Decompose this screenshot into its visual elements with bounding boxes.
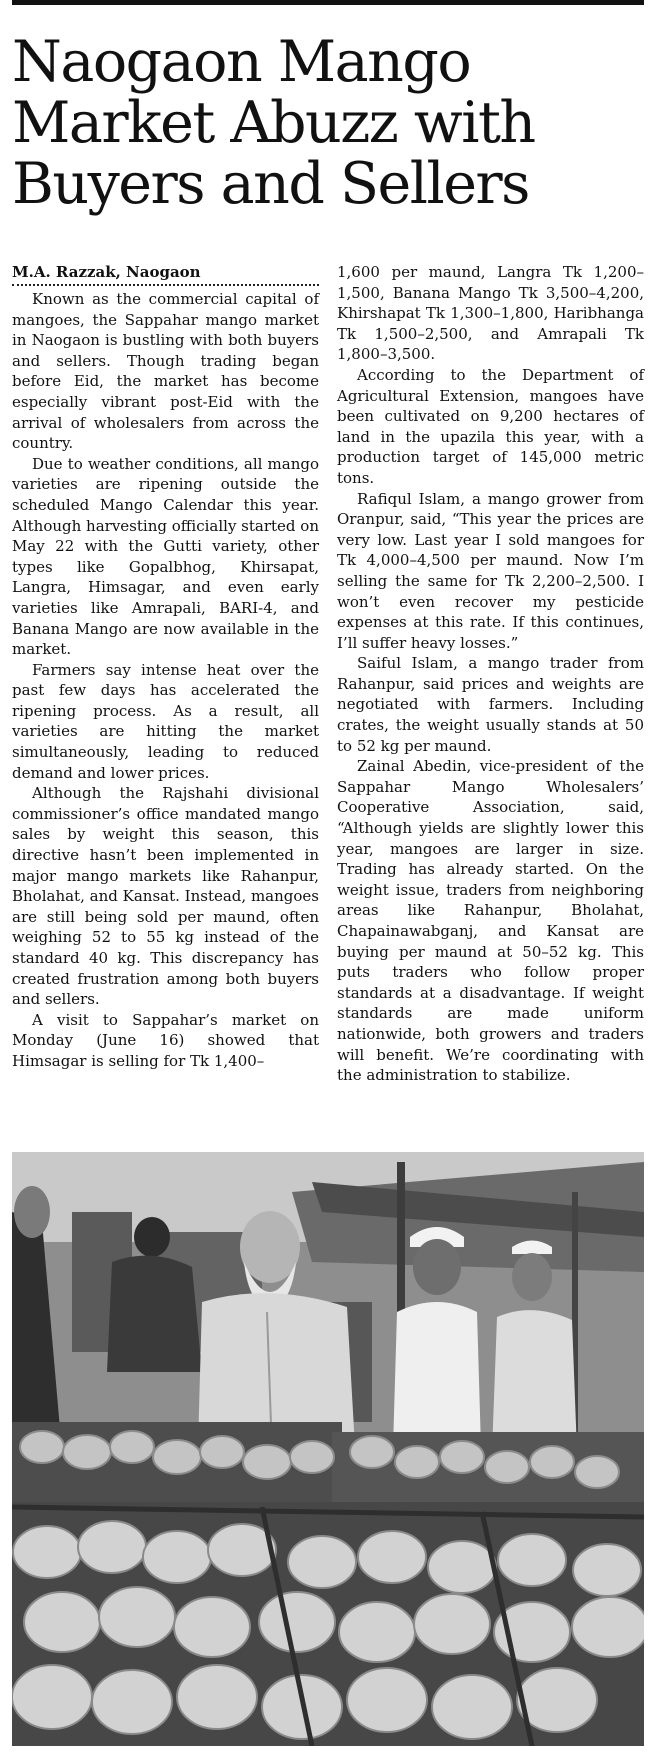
- top-rule: [12, 0, 644, 5]
- paragraph: Farmers say intense heat over the past few days has accelerated the ripening process. As a result, all varieties are hitting the market simultaneously, leading to reduced demand and lower prices.: [12, 660, 319, 782]
- paragraph: Known as the commercial capital of mangoes, the Sappahar mango market in Naogaon is bustling with both buyers and sellers. Though trading began before Eid, the market has become especially vibrant post-Eid with the arrival of wholesalers from across the country.: [12, 290, 319, 453]
- paragraph: Due to weather conditions, all mango varieties are ripening outside the scheduled Mango Calendar this year. Although harvesting officially started on May 22 with the Gutti variety, other types like Gopalbhog, Khirsapat, Langra, Himsagar, and even early varieties like Amrapali, BARI-4, and Banana Mango are now available in the market.: [12, 454, 319, 659]
- paragraph: A visit to Sappahar’s market on Monday (June 16) showed that Himsagar is selling for Tk 1,400–: [12, 1010, 319, 1070]
- byline: M.A. Razzak, Naogaon: [12, 262, 319, 286]
- paragraph: Zainal Abedin, vice-president of the Sappahar Mango Wholesalers’ Cooperative Association, said, “Although yields are slightly lower this year, mangoes are larger in size. Trading has already started. On the weight issue, traders from neighboring areas like Rahanpur, Bholahat, Chapainawabganj, and Kansat are buying per maund at 50–52 kg. This puts traders who follow proper standards at a disadvantage. If weight standards are made uniform nationwide, both growers and traders will benefit. We’re coordinating with the administration to stabilize.: [337, 757, 644, 1085]
- market-photo: [12, 1152, 644, 1746]
- article-column-left: [12, 262, 319, 1072]
- paragraph: According to the Department of Agricultural Extension, mangoes have been cultivated on 9,200 hectares of land in the upazila this year, with a production target of 145,000 metric tons.: [337, 365, 644, 487]
- paragraph-continuation: 1,600 per maund, Langra Tk 1,200–1,500, Banana Mango Tk 3,500–4,200, Khirshapat Tk 1,300–1,800, Haribhanga Tk 1,500–2,500, and Amrapali Tk 1,800–3,500.: [337, 263, 644, 364]
- article-column-right: [337, 262, 644, 1086]
- headline: Naogaon Mango Market Abuzz with Buyers and Sellers: [12, 29, 535, 217]
- paragraph: Although the Rajshahi divisional commissioner’s office mandated mango sales by weight this season, this directive hasn’t been implemented in major mango markets like Rahanpur, Bholahat, and Kansat. Instead, mangoes are still being sold per maund, often weighing 52 to 55 kg instead of the standard 40 kg. This discrepancy has created frustration among both buyers and sellers.: [12, 784, 319, 1009]
- paragraph: Rafiqul Islam, a mango grower from Oranpur, said, “This year the prices are very low. Last year I sold mangoes for Tk 4,000–4,500 per maund. Now I’m selling the same for Tk 2,200–2,500. I won’t even recover my pesticide expenses at this rate. If this continues, I’ll suffer heavy losses.”: [337, 489, 644, 652]
- paragraph: Saiful Islam, a mango trader from Rahanpur, said prices and weights are negotiated with farmers. Including crates, the weight usually stands at 50 to 52 kg per maund.: [337, 654, 644, 755]
